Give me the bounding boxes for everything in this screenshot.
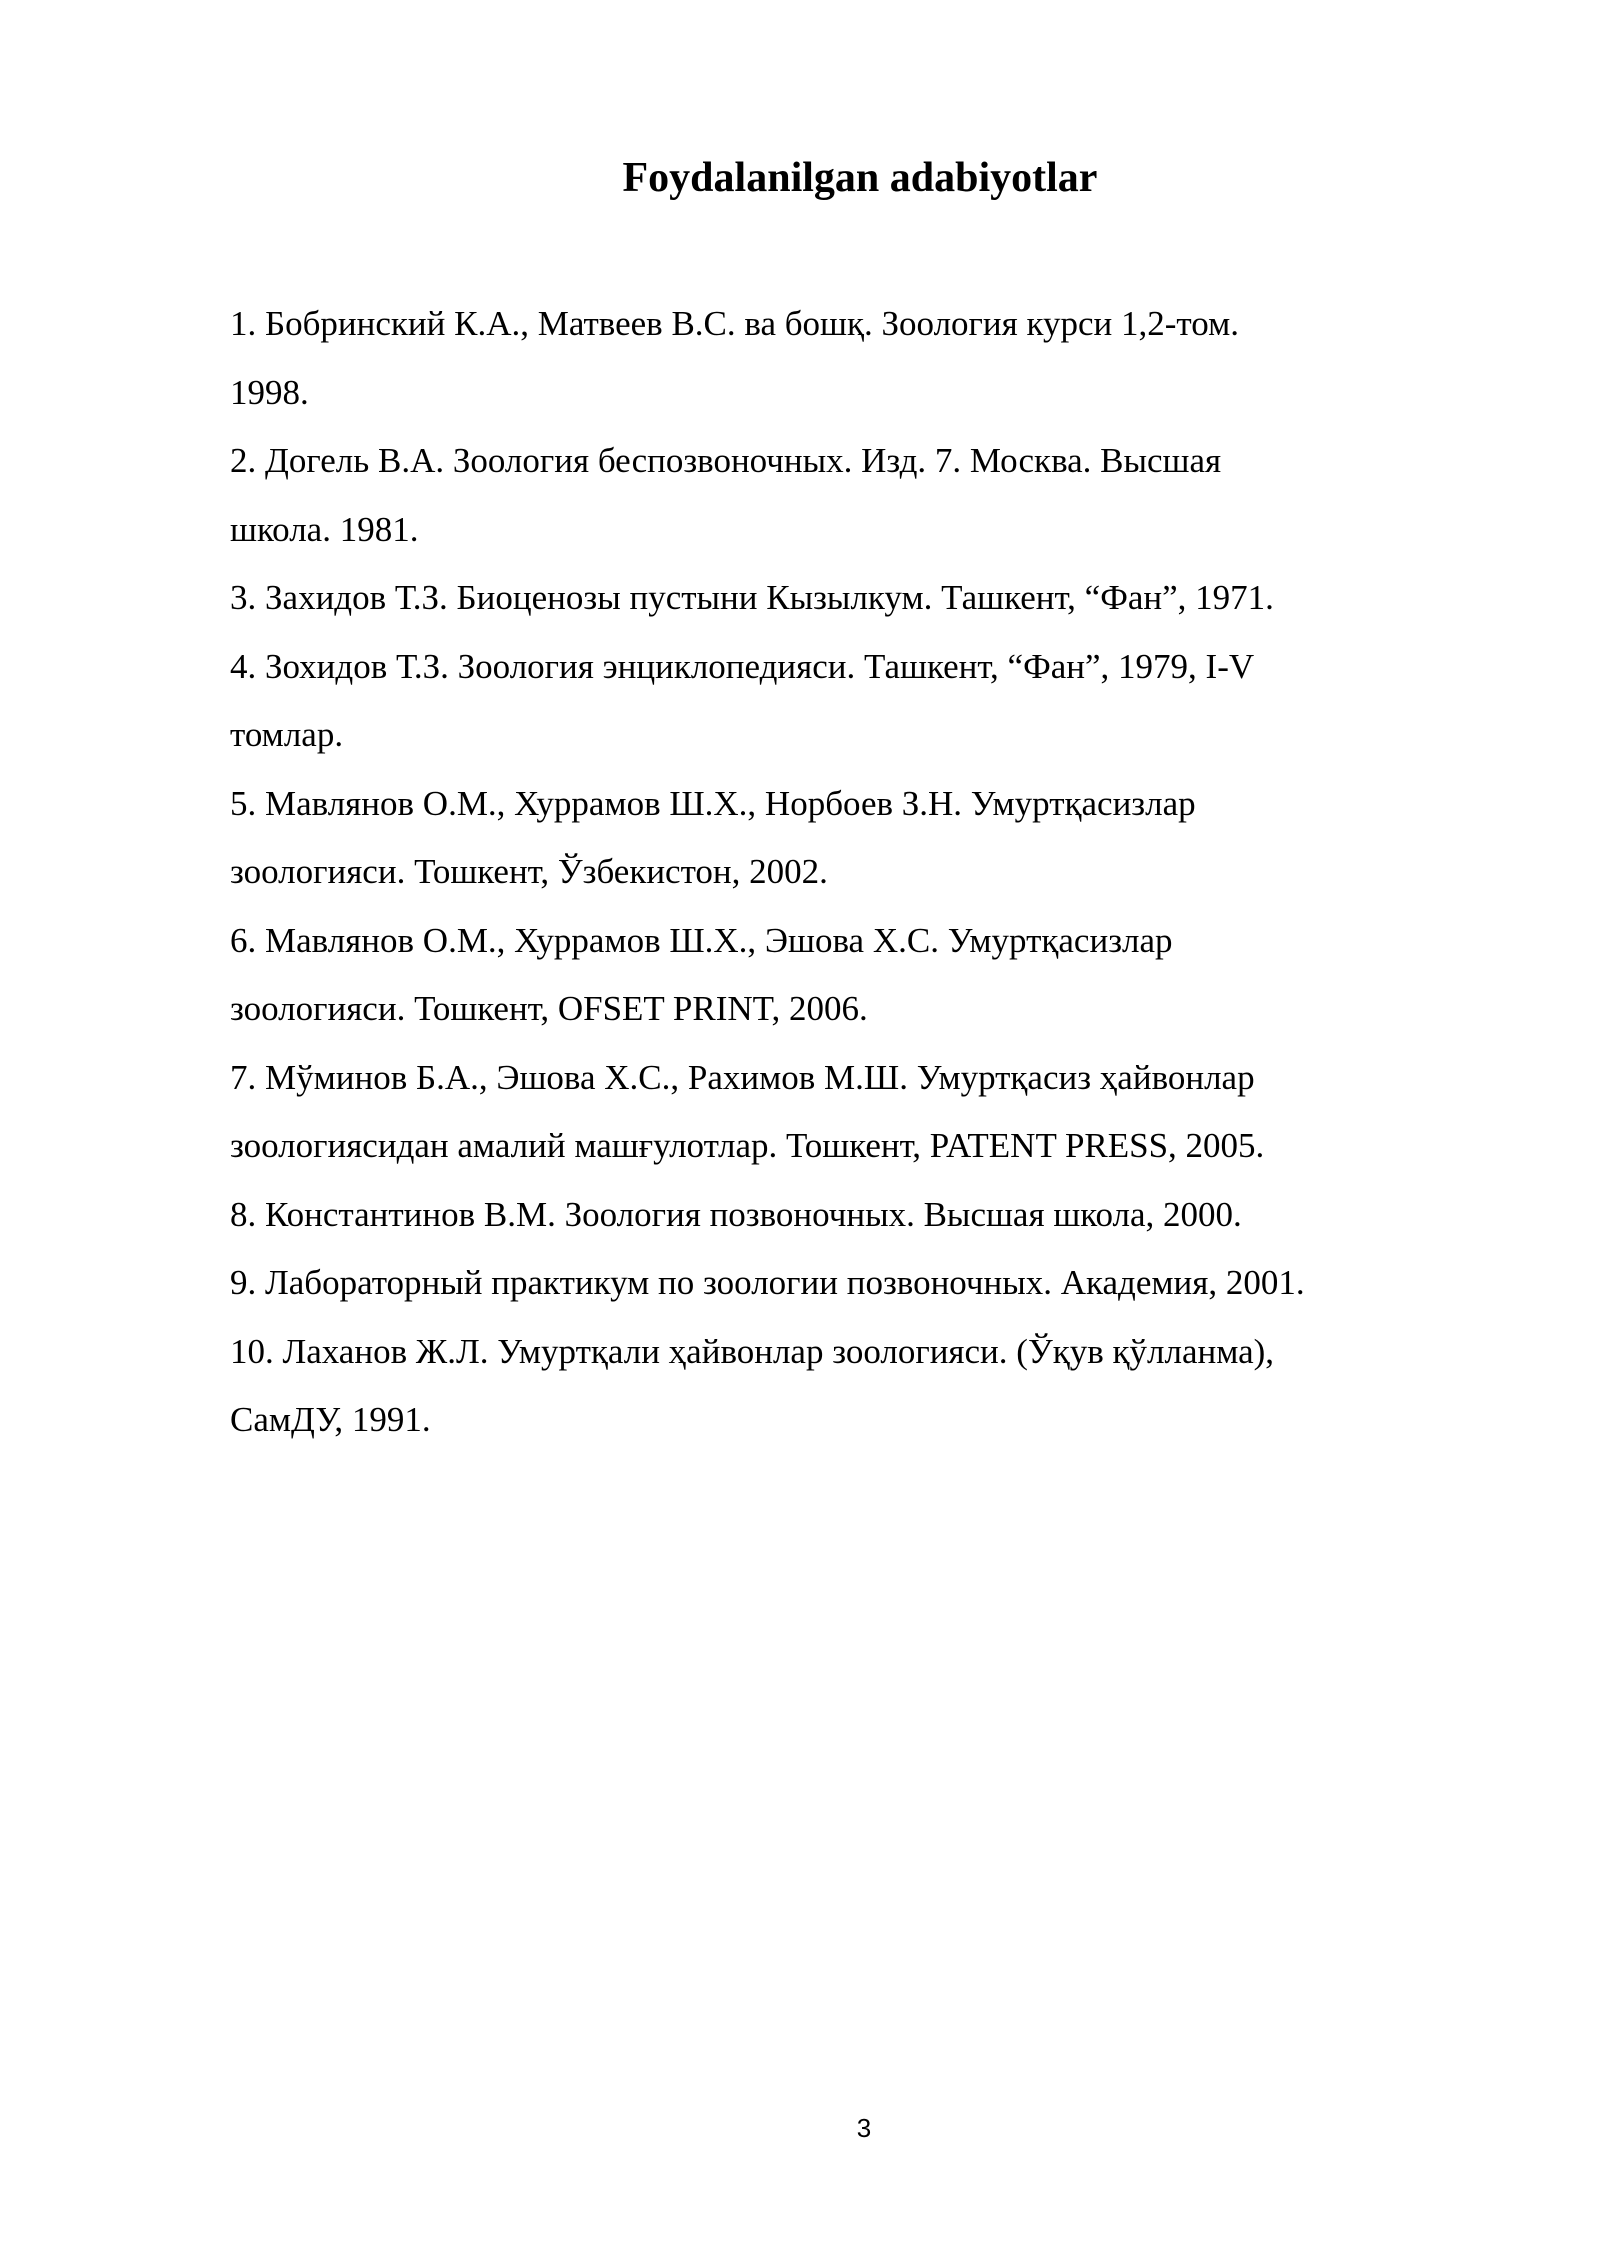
- reference-item-7: 7. Мўминов Б.А., Эшова Х.С., Рахимов М.Ш. Умуртқасиз ҳайвонлар зоологиясидан амалий машғулотлар. Тошкент, PATENT PRESS, 2005.: [230, 1057, 1265, 1165]
- reference-item-6: 6. Мавлянов О.М., Хуррамов Ш.Х., Эшова Х.С. Умуртқасизлар зоологияси. Тошкент, OFSET PRINT, 2006.: [230, 920, 1173, 1028]
- page-number: 3: [856, 2113, 872, 2143]
- reference-item-9: 9. Лабораторный практикум по зоологии позвоночных. Академия, 2001.: [230, 1263, 1305, 1302]
- reference-item-8: 8. Константинов В.М. Зоология позвоночных. Высшая школа, 2000.: [230, 1194, 1242, 1234]
- page-title: Foydalanilgan adabiyotlar: [622, 155, 1098, 201]
- reference-item-10: 10. Лаханов Ж.Л. Умуртқали ҳайвонлар зоологияси. (Ўқув қўлланма), СамДУ, 1991.: [230, 1331, 1275, 1439]
- reference-item-4: 4. Зохидов Т.З. Зоология энциклопедияси. Ташкент, “Фан”, 1979, I-V томлар.: [230, 646, 1255, 754]
- reference-item-1: 1. Бобринский К.А., Матвеев В.С. ва бошқ. Зоология курси 1,2-том. 1998.: [230, 304, 1239, 412]
- reference-item-2: 2. Догель В.А. Зоология беспозвоночных. Изд. 7. Москва. Высшая школа. 1981.: [230, 441, 1222, 549]
- reference-item-5: 5. Мавлянов О.М., Хуррамов Ш.Х., Норбоев З.Н. Умуртқасизлар зоологияси. Тошкент, Ўзбекистон, 2002.: [230, 783, 1196, 891]
- reference-list: [230, 290, 1410, 1455]
- reference-item-3: 3. Захидов Т.З. Биоценозы пустыни Кызылкум. Ташкент, “Фан”, 1971.: [230, 578, 1274, 617]
